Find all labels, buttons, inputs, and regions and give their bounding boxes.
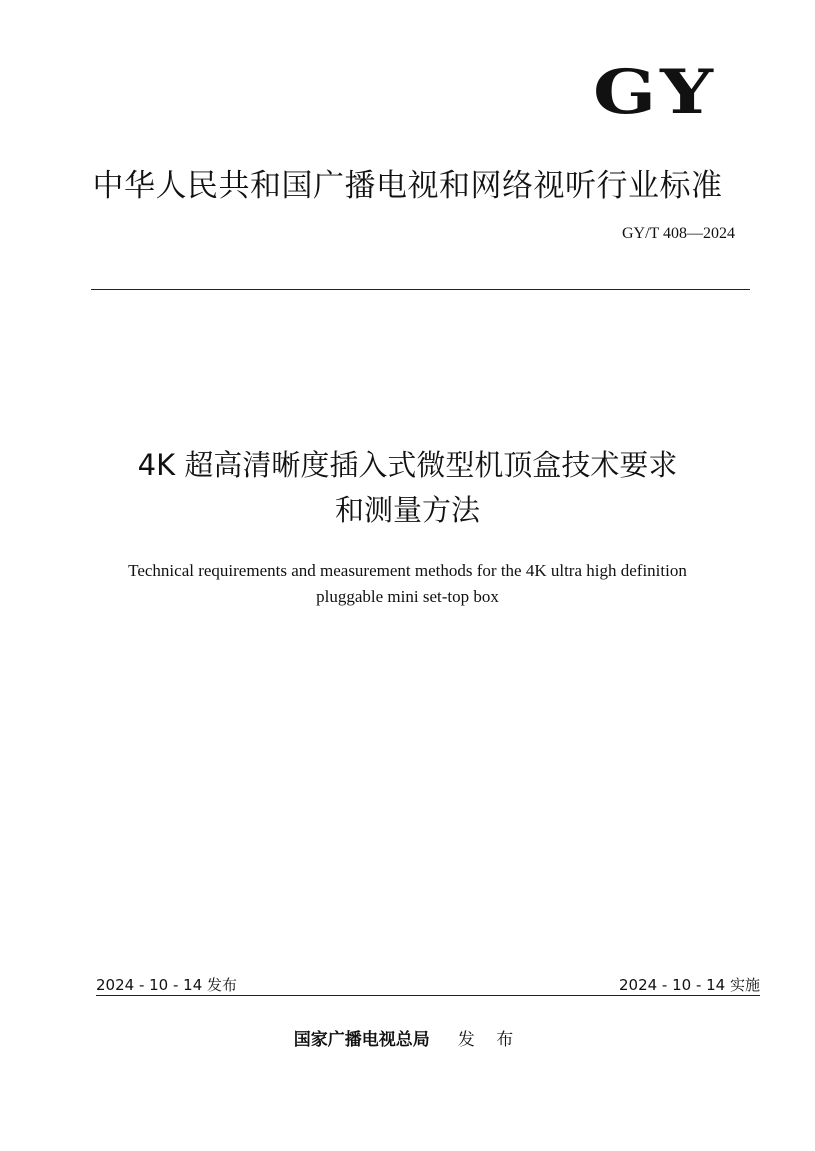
organization-title: 中华人民共和国广播电视和网络视听行业标准 — [92, 168, 723, 204]
standard-number: GY/T 408—2024 — [621, 225, 735, 242]
chinese-title-line-1: 4K 超高清晰度插入式微型机顶盒技术要求 — [137, 448, 678, 482]
issue-date: 2024 - 10 - 14 发布 — [96, 976, 238, 994]
english-title-line-2: pluggable mini set-top box — [316, 587, 499, 606]
standard-logo: GY — [592, 57, 717, 128]
chinese-title — [0, 443, 815, 533]
implementation-date: 2024 - 10 - 14 实施 — [618, 976, 760, 994]
publisher-name: 国家广播电视总局 — [293, 1030, 430, 1050]
publisher-action: 发 布 — [457, 1030, 522, 1050]
publisher — [0, 1029, 815, 1051]
chinese-title-line-2: 和测量方法 — [334, 493, 480, 527]
english-title-line-1: Technical requirements and measurement methods for the 4K ultra high definition — [128, 561, 687, 580]
english-title — [0, 558, 815, 610]
header-divider — [91, 289, 750, 290]
footer-divider — [96, 995, 760, 996]
